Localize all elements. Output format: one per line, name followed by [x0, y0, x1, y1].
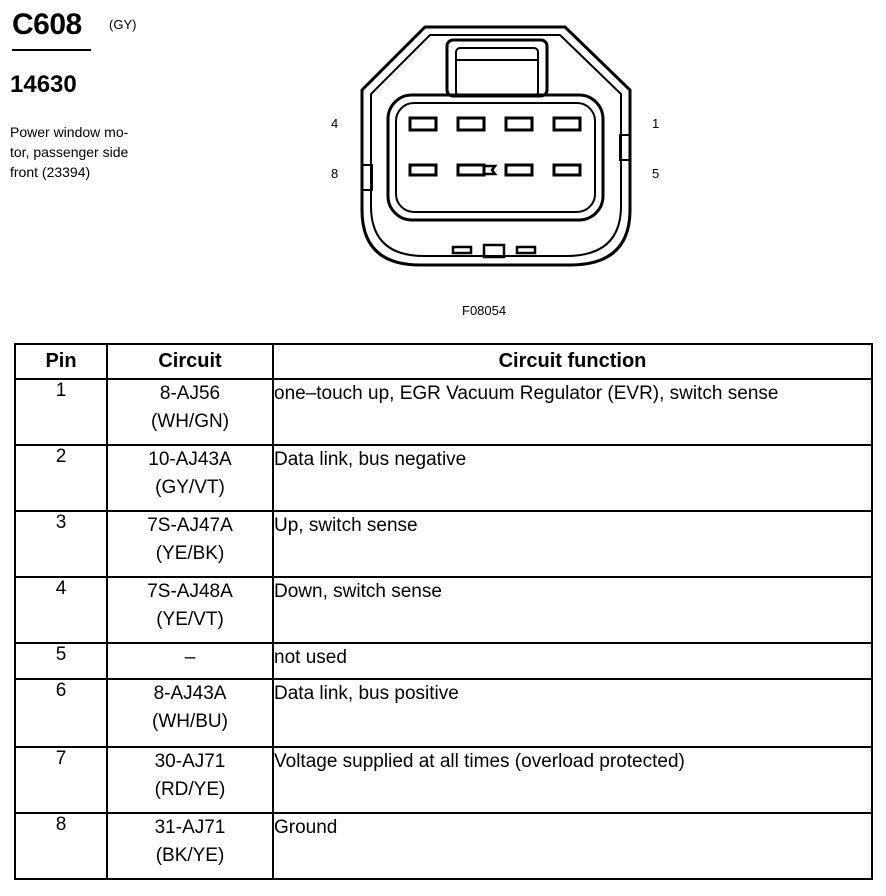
circuit-function: Ground — [273, 813, 872, 879]
circuit-cell — [107, 679, 273, 747]
pin-1 — [554, 118, 580, 130]
circuit-cell — [107, 747, 273, 813]
connector-color: (GY) — [109, 17, 137, 32]
circuit-cell — [107, 813, 273, 879]
pin-number: 5 — [15, 643, 107, 679]
circuit-cell — [107, 379, 273, 445]
key-right — [517, 247, 535, 253]
circuit-function: not used — [273, 643, 872, 679]
pin-number: 7 — [15, 747, 107, 813]
table-row — [15, 577, 872, 643]
column-header-pin: Pin — [15, 344, 107, 379]
wire-color: (YE/BK) — [155, 543, 225, 564]
circuit-id: 8-AJ43A — [153, 683, 227, 704]
circuit-id: 31-AJ71 — [154, 817, 226, 838]
pin-6 — [506, 165, 532, 175]
pin-number: 2 — [15, 445, 107, 511]
figure-code: F08054 — [462, 303, 507, 318]
table-row — [15, 379, 872, 445]
connector-housing-inner — [371, 35, 621, 256]
pin-number: 3 — [15, 511, 107, 577]
pin-label-1: 1 — [652, 116, 660, 131]
pin-2 — [506, 118, 532, 130]
circuit-id: 8-AJ56 — [159, 383, 221, 404]
key-left — [453, 247, 471, 253]
wire-color: (WH/BU) — [152, 711, 228, 732]
pin-3 — [458, 118, 484, 130]
circuit-function: Data link, bus negative — [273, 445, 872, 511]
locking-tab-inner — [456, 48, 538, 96]
circuit-function: one–touch up, EGR Vacuum Regulator (EVR), switch sense — [273, 379, 872, 445]
circuit-function: Voltage supplied at all times (overload protected) — [273, 747, 872, 813]
pin-cavity — [388, 95, 603, 220]
circuit-cell — [107, 577, 273, 643]
pin-number: 6 — [15, 679, 107, 747]
pin-4 — [410, 118, 436, 130]
column-header-circuit: Circuit — [107, 344, 273, 379]
pin-label-4: 4 — [331, 116, 339, 131]
circuit-id: – — [184, 647, 196, 668]
table-header-row — [15, 344, 872, 379]
pin-label-5: 5 — [652, 166, 660, 181]
table-row — [15, 643, 872, 679]
wire-color: (YE/VT) — [156, 609, 224, 630]
column-header-function: Circuit function — [273, 344, 872, 379]
component-description: Power window mo- tor, passenger side front (23394) — [10, 124, 129, 180]
pin-number: 1 — [15, 379, 107, 445]
circuit-function: Data link, bus positive — [273, 679, 872, 747]
wire-color: (RD/YE) — [154, 779, 226, 800]
pinout-table — [14, 343, 873, 880]
circuit-id: 7S-AJ48A — [147, 581, 233, 602]
circuit-cell — [107, 643, 273, 679]
table-row — [15, 511, 872, 577]
pin-number: 4 — [15, 577, 107, 643]
part-number: 14630 — [10, 71, 77, 98]
circuit-id: 10-AJ43A — [148, 449, 232, 470]
pin-5 — [554, 165, 580, 175]
pin-8 — [410, 165, 436, 175]
connector-id-underline — [12, 49, 91, 51]
wire-color: (WH/GN) — [150, 411, 230, 432]
pin-label-8: 8 — [331, 166, 339, 181]
circuit-id: 7S-AJ47A — [147, 515, 233, 536]
circuit-cell — [107, 445, 273, 511]
connector-id: C608 — [12, 8, 82, 41]
wire-color: (GY/VT) — [155, 477, 225, 498]
table-row — [15, 679, 872, 747]
table-row — [15, 813, 872, 879]
circuit-cell — [107, 511, 273, 577]
pin-7 — [458, 165, 484, 175]
circuit-id: 30-AJ71 — [154, 751, 226, 772]
table-row — [15, 747, 872, 813]
circuit-function: Up, switch sense — [273, 511, 872, 577]
circuit-function: Down, switch sense — [273, 577, 872, 643]
pin-number: 8 — [15, 813, 107, 879]
wire-color: (BK/YE) — [155, 845, 225, 866]
connector-face-diagram — [350, 15, 650, 275]
table-row — [15, 445, 872, 511]
